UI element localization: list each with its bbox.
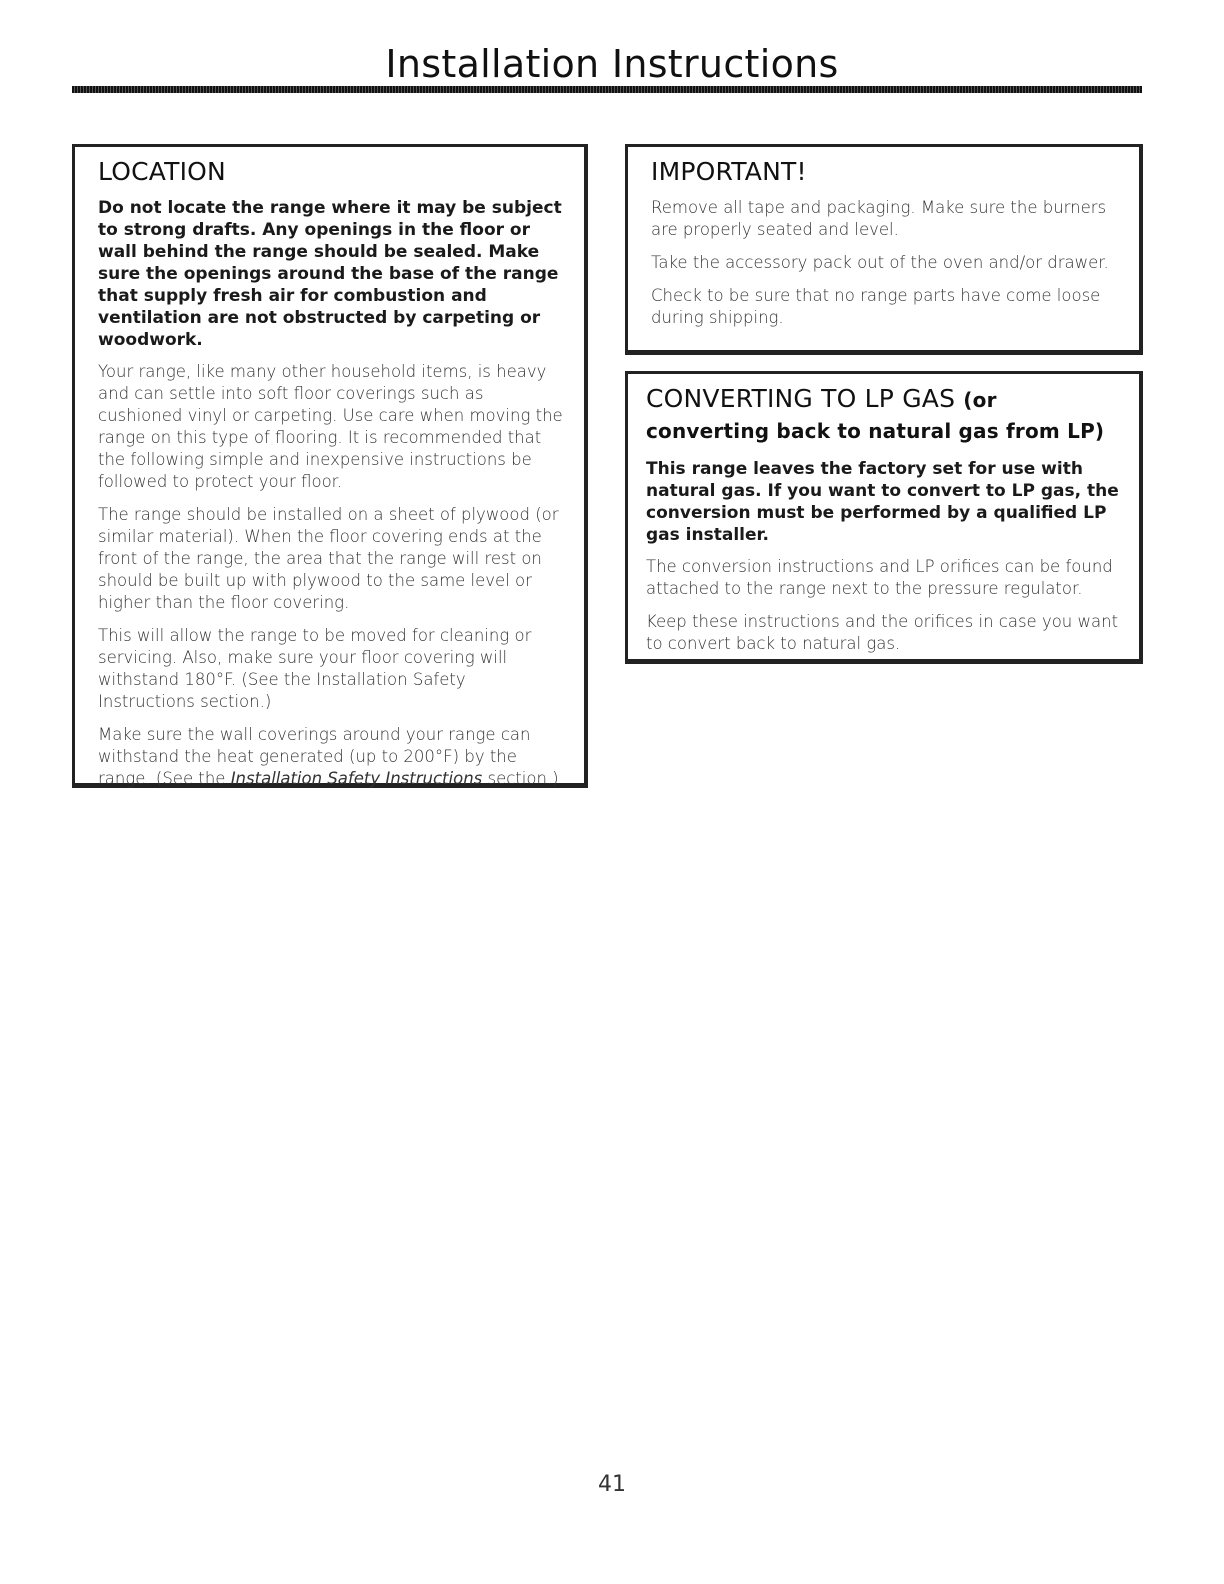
lp-gas-heading [646,384,1121,446]
location-paragraph-2: The range should be installed on a sheet of plywood (or similar material). When the floor covering ends at the front of the range, the area that the range will rest on should be built up with plywood to the same level or higher than the floor covering. [98,505,559,612]
location-paragraph-1: Your range, like many other household items, is heavy and can settle into soft floor coverings such as cushioned vinyl or carpeting. Use care when moving the range on this type of flooring. It is recommended that the following simple and inexpensive instructions be followed to protect your floor. [98,362,563,491]
page-number: 41 [598,1472,626,1497]
important-section [625,144,1143,355]
important-paragraph-1: Remove all tape and packaging. Make sure the burners are properly seated and level. [651,198,1107,239]
location-heading: LOCATION [98,157,226,186]
important-heading: IMPORTANT! [651,157,807,186]
location-paragraph-4-start: Make sure the wall coverings around your range can withstand the heat generated (up to 200°F) by the range. (See the [98,725,531,788]
safety-instructions-reference: Installation Safety Instructions [230,769,483,788]
title-divider [72,86,1142,93]
important-paragraph-2: Take the accessory pack out of the oven and/or drawer. [651,253,1109,272]
lp-gas-paragraph-2: Keep these instructions and the orifices in case you want to convert back to natural gas. [646,612,1119,653]
page-title: Installation Instructions [385,42,839,86]
important-paragraph-3: Check to be sure that no range parts have come loose during shipping. [651,286,1101,327]
location-paragraph-4-end: section.) [482,769,559,788]
lp-gas-heading-sub: (or converting back to natural gas from LP) [646,388,1105,443]
location-paragraph-3: This will allow the range to be moved for cleaning or servicing. Also, make sure your floor covering will withstand 180°F. (See the Installation Safety Instructions section.) [98,626,532,711]
lp-gas-paragraph-1: The conversion instructions and LP orifices can be found attached to the range next to the pressure regulator. [646,557,1113,598]
lp-gas-warning: This range leaves the factory set for use with natural gas. If you want to convert to LP gas, the conversion must be performed by a qualified LP gas installer. [646,459,1119,545]
location-paragraph-4 [98,724,564,790]
location-section [72,144,588,788]
lp-gas-section [625,371,1143,664]
lp-gas-heading-main: CONVERTING TO LP GAS [646,384,956,413]
location-warning: Do not locate the range where it may be subject to strong drafts. Any openings in the floor or wall behind the range should be sealed. Make sure the openings around the base of the range that supply fresh air for combustion and ventilation are not obstructed by carpeting or woodwork. [98,198,562,350]
